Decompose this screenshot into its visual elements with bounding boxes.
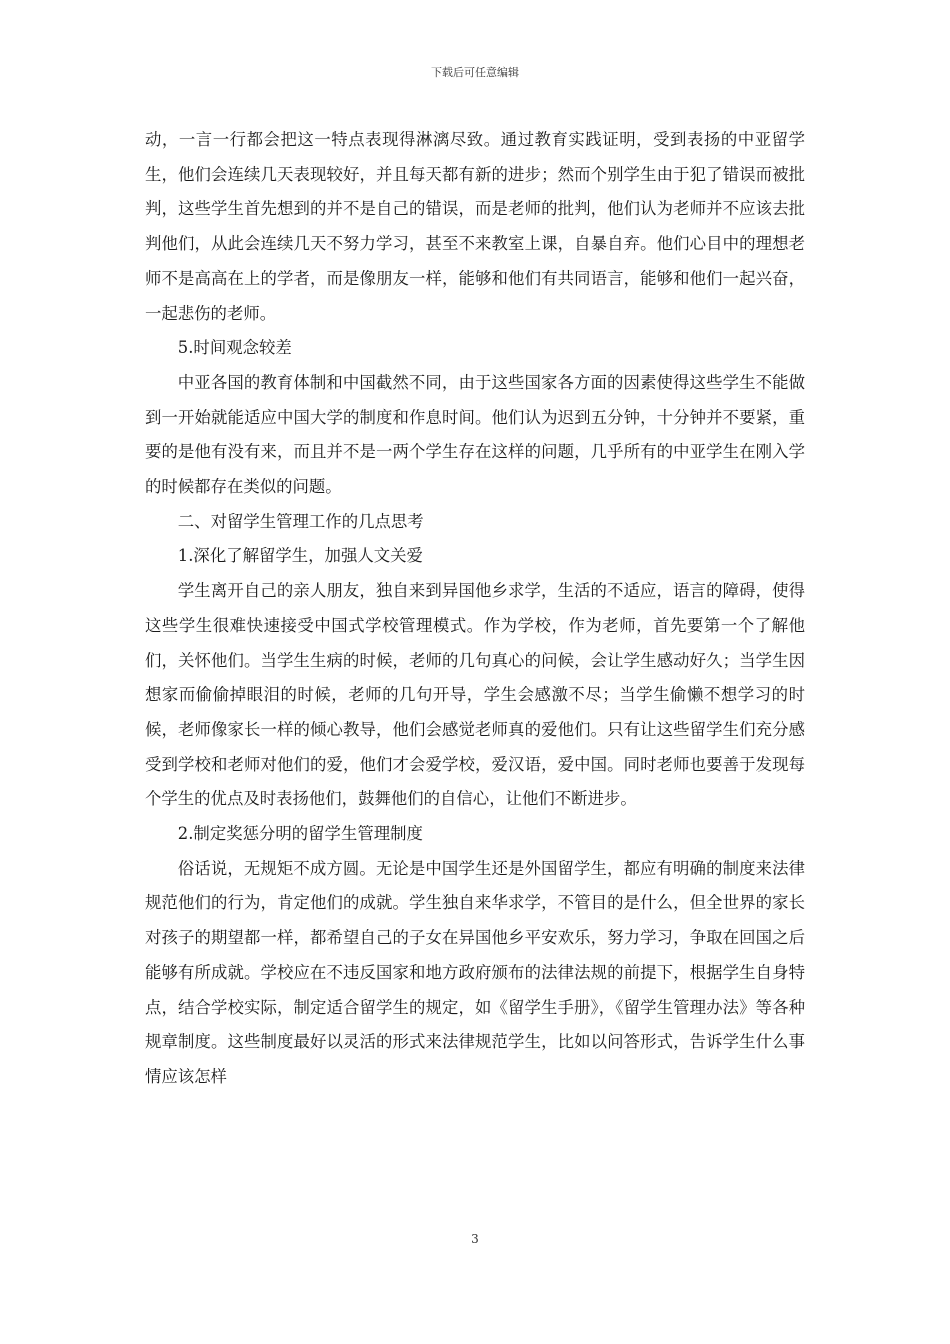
chapter-heading-management-thoughts: 二、对留学生管理工作的几点思考 [177,511,424,531]
section-heading-management-system: 2.制定奖惩分明的留学生管理制度 [177,824,423,844]
paragraph-time-concept: 中亚各国的教育体制和中国截然不同，由于这些国家各方面的因素使得这些学生不能做到一开始就能适应中国大学的制度和作息时间。他们认为迟到五分钟，十分钟并不要紧，重要的是他有没有来，而且并不是一两个学生存在这样的问题，几乎所有的中亚学生在刚入学的时候都存在类似的问题。 [145,372,805,497]
paragraph-humanistic-care: 学生离开自己的亲人朋友，独自来到异国他乡求学，生活的不适应，语言的障碍，使得这些学生很难快速接受中国式学校管理模式。作为学校，作为老师，首先要第一个了解他们，关怀他们。当学生生病的时候，老师的几句真心的问候，会让学生感动好久；当学生因想家而偷偷掉眼泪的时候，老师的几句开导，学生会感激不尽；当学生偷懒不想学习的时候，老师像家长一样的倾心教导，他们会感觉老师真的爱他们。只有让这些留学生们充分感受到学校和老师对他们的爱，他们才会爱学校，爱汉语，爱中国。同时老师也要善于发现每个学生的优点及时表扬他们，鼓舞他们的自信心，让他们不断进步。 [145,581,805,809]
section-heading-time-concept: 5.时间观念较差 [177,338,292,358]
page-header: 下载后可任意编辑 [431,66,519,79]
page-number: 3 [471,1232,479,1246]
paragraph-continued: 动，一言一行都会把这一特点表现得淋漓尽致。通过教育实践证明，受到表扬的中亚留学生，他们会连续几天表现较好，并且每天都有新的进步；然而个别学生由于犯了错误而被批判，这些学生首先想到的并不是自己的错误，而是老师的批判，他们认为老师并不应该去批判他们，从此会连续几天不努力学习，甚至不来教室上课，自暴自弃。他们心目中的理想老师不是高高在上的学者，而是像朋友一样，能够和他们有共同语言，能够和他们一起兴奋，一起悲伤的老师。 [145,130,805,323]
paragraph-management-system: 俗话说，无规矩不成方圆。无论是中国学生还是外国留学生，都应有明确的制度来法律规范他们的行为，肯定他们的成就。学生独自来华求学，不管目的是什么，但全世界的家长对孩子的期望都一样，都希望自己的子女在异国他乡平安欢乐，努力学习，争取在回国之后能够有所成就。学校应在不违反国家和地方政府颁布的法律法规的前提下，根据学生自身特点，结合学校实际，制定适合留学生的规定，如《留学生手册》，《留学生管理办法》等各种规章制度。这些制度最好以灵活的形式来法律规范学生，比如以问答形式，告诉学生什么事情应该怎样 [145,858,805,1086]
document-body [145,123,805,1095]
section-heading-humanistic-care: 1.深化了解留学生，加强人文关爱 [177,546,423,566]
